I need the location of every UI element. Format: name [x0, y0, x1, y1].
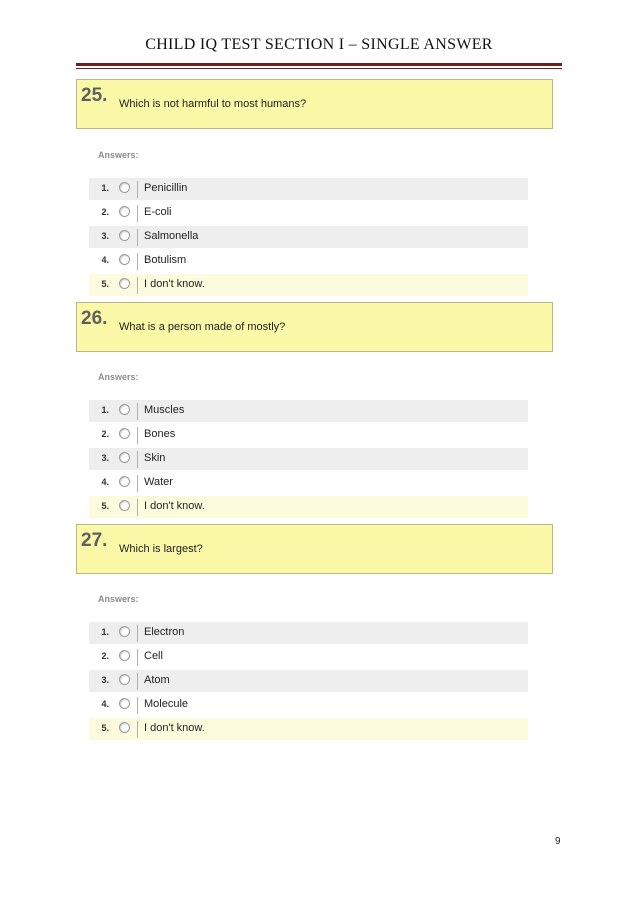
question-box-25 — [76, 79, 553, 129]
answer-number: 4. — [101, 255, 109, 265]
radio-button[interactable] — [119, 230, 130, 241]
question-text: Which is largest? — [119, 543, 203, 555]
answer-row[interactable] — [89, 646, 528, 668]
answer-row[interactable] — [89, 472, 528, 494]
divider — [137, 697, 138, 714]
answer-text: Penicillin — [144, 182, 188, 194]
question-box-27 — [76, 524, 553, 574]
answer-text: Electron — [144, 626, 185, 638]
radio-button[interactable] — [119, 182, 130, 193]
answers-label: Answers: — [98, 150, 139, 160]
divider — [137, 721, 138, 738]
radio-button[interactable] — [119, 698, 130, 709]
divider — [137, 475, 138, 492]
question-number: 25. — [81, 85, 108, 106]
radio-button[interactable] — [119, 626, 130, 637]
divider — [137, 673, 138, 690]
answer-text: E-coli — [144, 206, 172, 218]
divider — [137, 277, 138, 294]
answer-text: I don't know. — [144, 278, 205, 290]
radio-button[interactable] — [119, 254, 130, 265]
page-number: 9 — [555, 836, 561, 847]
divider — [137, 649, 138, 666]
answer-number: 2. — [101, 207, 109, 217]
answer-text: I don't know. — [144, 500, 205, 512]
answers-label: Answers: — [98, 594, 139, 604]
answer-number: 2. — [101, 429, 109, 439]
radio-button[interactable] — [119, 674, 130, 685]
divider — [137, 427, 138, 444]
radio-button[interactable] — [119, 650, 130, 661]
radio-button[interactable] — [119, 278, 130, 289]
answer-number: 3. — [101, 453, 109, 463]
answer-row[interactable] — [89, 718, 528, 740]
divider — [137, 403, 138, 420]
divider — [137, 181, 138, 198]
answer-number: 2. — [101, 651, 109, 661]
answer-text: Skin — [144, 452, 166, 464]
divider — [137, 229, 138, 246]
answer-number: 5. — [101, 723, 109, 733]
answer-number: 3. — [101, 231, 109, 241]
answer-row[interactable] — [89, 226, 528, 248]
answer-number: 5. — [101, 501, 109, 511]
answer-text: Water — [144, 476, 173, 488]
header-rule-thin — [76, 68, 562, 69]
answer-number: 1. — [101, 405, 109, 415]
header-rule-thick — [76, 63, 562, 66]
answers-label: Answers: — [98, 372, 139, 382]
answer-text: Cell — [144, 650, 163, 662]
answer-row[interactable] — [89, 250, 528, 272]
divider — [137, 205, 138, 222]
answer-number: 4. — [101, 699, 109, 709]
divider — [137, 625, 138, 642]
answer-text: I don't know. — [144, 722, 205, 734]
answer-text: Muscles — [144, 404, 185, 416]
radio-button[interactable] — [119, 452, 130, 463]
answer-number: 5. — [101, 279, 109, 289]
answer-number: 4. — [101, 477, 109, 487]
divider — [137, 253, 138, 270]
radio-button[interactable] — [119, 404, 130, 415]
answer-text: Atom — [144, 674, 170, 686]
answer-row[interactable] — [89, 178, 528, 200]
question-text: Which is not harmful to most humans? — [119, 98, 307, 110]
radio-button[interactable] — [119, 476, 130, 487]
divider — [137, 499, 138, 516]
question-box-26 — [76, 302, 553, 352]
answer-number: 1. — [101, 627, 109, 637]
answer-row[interactable] — [89, 694, 528, 716]
answer-row[interactable] — [89, 202, 528, 224]
answer-row[interactable] — [89, 622, 528, 644]
answer-row[interactable] — [89, 670, 528, 692]
answer-row[interactable] — [89, 400, 528, 422]
answer-row[interactable] — [89, 496, 528, 518]
radio-button[interactable] — [119, 206, 130, 217]
answer-text: Salmonella — [144, 230, 199, 242]
radio-button[interactable] — [119, 428, 130, 439]
question-number: 26. — [81, 308, 108, 329]
answer-row[interactable] — [89, 274, 528, 296]
answer-number: 3. — [101, 675, 109, 685]
radio-button[interactable] — [119, 722, 130, 733]
answer-text: Botulism — [144, 254, 187, 266]
answer-text: Molecule — [144, 698, 189, 710]
page-header-title: CHILD IQ TEST SECTION I – SINGLE ANSWER — [145, 36, 493, 53]
radio-button[interactable] — [119, 500, 130, 511]
answer-row[interactable] — [89, 448, 528, 470]
answer-row[interactable] — [89, 424, 528, 446]
answer-number: 1. — [101, 183, 109, 193]
question-number: 27. — [81, 530, 108, 551]
question-text: What is a person made of mostly? — [119, 321, 286, 333]
divider — [137, 451, 138, 468]
answer-text: Bones — [144, 428, 176, 440]
